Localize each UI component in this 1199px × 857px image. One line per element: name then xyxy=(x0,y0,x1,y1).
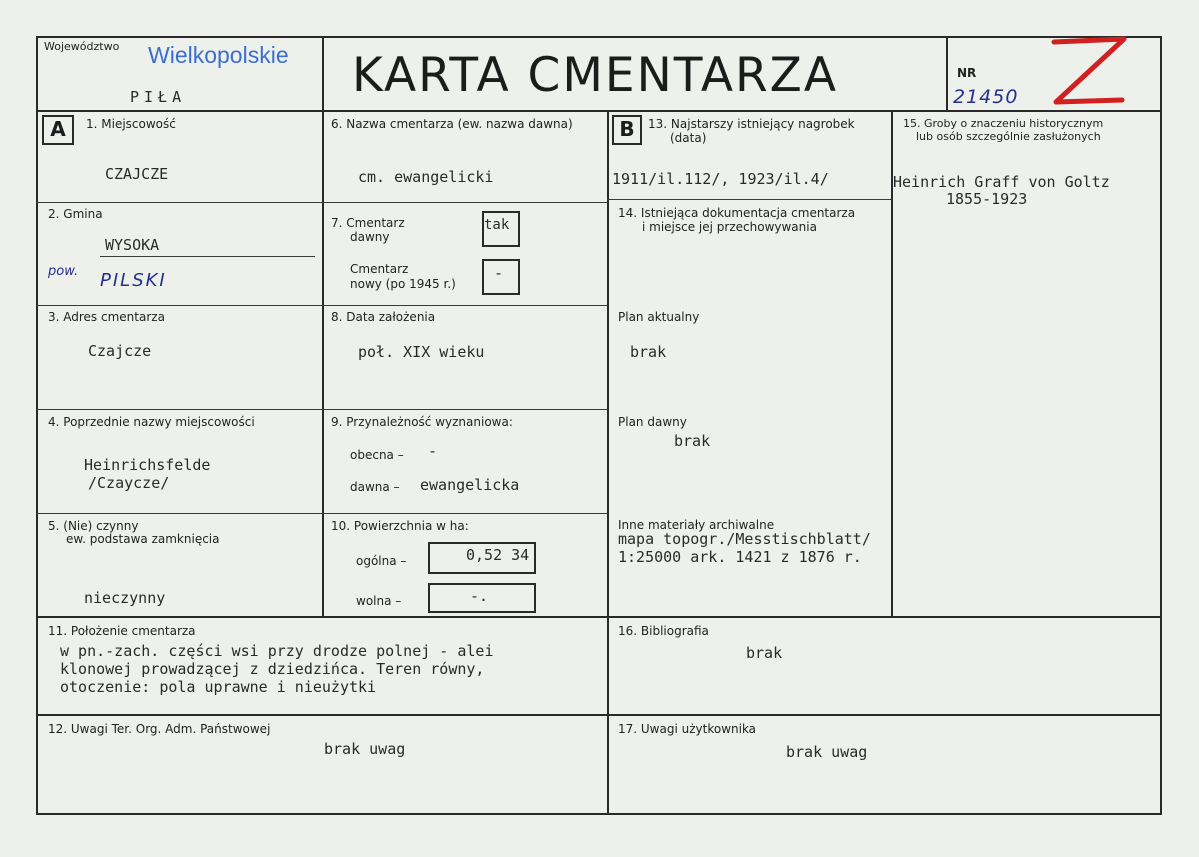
field-4-value-1: Heinrichsfelde xyxy=(84,456,211,474)
field-5-value: nieczynny xyxy=(84,589,166,607)
field-9-former-label: dawna – xyxy=(350,480,400,494)
frame-left xyxy=(36,36,38,814)
field-5-label-2: ew. podstawa zamknięcia xyxy=(66,532,220,546)
divider-header-bottom xyxy=(36,110,1162,112)
section-b-badge: B xyxy=(612,115,642,145)
field-4-value-2: /Czaycze/ xyxy=(88,474,170,492)
frame-bottom xyxy=(36,813,1162,815)
field-7-new-label-1: Cmentarz xyxy=(350,262,409,276)
field-9-former-value: ewangelicka xyxy=(420,476,520,494)
field-16-label: 16. Bibliografia xyxy=(618,624,709,638)
field-6-label: 6. Nazwa cmentarza (ew. nazwa dawna) xyxy=(331,117,573,131)
row-line-2 xyxy=(36,305,322,306)
field-9-current-label: obecna – xyxy=(350,448,404,462)
field-15-value-1: Heinrich Graff von Goltz xyxy=(893,173,1110,191)
plan-current-value: brak xyxy=(630,343,667,361)
cemetery-new-value: - xyxy=(494,264,504,282)
row-line-1 xyxy=(36,202,322,203)
field-15-label-2: lub osób szczególnie zasłużonych xyxy=(916,130,1101,143)
field-1-label: 1. Miejscowość xyxy=(86,117,176,131)
field-5-label-1: 5. (Nie) czynny xyxy=(48,519,139,533)
field-3-value: Czajcze xyxy=(88,342,152,360)
field-11-line-2: klonowej prowadzącej z dziedzińca. Teren równy, xyxy=(60,660,485,678)
field-2-value: WYSOKA xyxy=(105,236,160,254)
field-7-label-2: dawny xyxy=(350,230,390,244)
divider-header-nr xyxy=(946,36,948,111)
cemetery-old-value: tak xyxy=(484,217,510,233)
row-line-bottom2 xyxy=(36,714,1162,716)
row-line-r1 xyxy=(607,199,891,200)
row-line-m3 xyxy=(322,409,607,410)
field-6-value: cm. ewangelicki xyxy=(358,168,494,186)
field-16-value: brak xyxy=(746,644,783,662)
row-line-m1 xyxy=(322,202,607,203)
field-12-label: 12. Uwagi Ter. Org. Adm. Państwowej xyxy=(48,722,271,736)
field-11-line-1: w pn.-zach. części wsi przy drodze polnej - alei xyxy=(60,642,494,660)
row-line-bottom1 xyxy=(36,616,1162,618)
field-9-label: 9. Przynależność wyznaniowa: xyxy=(331,415,513,429)
field-10-total-value: 0,52 34 xyxy=(466,546,530,564)
wojewodztwo-stamp: Wielkopolskie xyxy=(148,42,289,68)
archival-line-1: mapa topogr./Messtischblatt/ xyxy=(618,530,871,548)
field-8-label: 8. Data założenia xyxy=(331,310,436,324)
row-line-m2 xyxy=(322,305,607,306)
field-1-value: CZAJCZE xyxy=(105,165,169,183)
field-3-label: 3. Adres cmentarza xyxy=(48,310,165,324)
field-14-label-1: 14. Istniejąca dokumentacja cmentarza xyxy=(618,206,856,220)
field-2-pow-label: pow. xyxy=(48,264,79,279)
field-15-value-2: 1855-1923 xyxy=(946,190,1028,208)
gmina-underline xyxy=(100,256,315,257)
frame-top xyxy=(36,36,1162,38)
row-line-3 xyxy=(36,409,322,410)
archival-line-2: 1:25000 ark. 1421 z 1876 r. xyxy=(618,548,862,566)
divider-col2 xyxy=(607,110,609,814)
field-11-label: 11. Położenie cmentarza xyxy=(48,624,196,638)
frame-right xyxy=(1160,36,1162,814)
plan-former-label: Plan dawny xyxy=(618,415,687,429)
plan-current-label: Plan aktualny xyxy=(618,310,700,324)
category-mark xyxy=(1048,36,1128,108)
row-line-m4 xyxy=(322,513,607,514)
divider-col1 xyxy=(322,36,324,616)
field-7-label-1: 7. Cmentarz xyxy=(331,216,405,230)
field-13-label-2: (data) xyxy=(670,131,707,145)
field-10-total-label: ogólna – xyxy=(356,554,407,568)
nr-label: NR xyxy=(957,66,977,80)
archival-label: Inne materiały archiwalne xyxy=(618,518,775,532)
field-12-value: brak uwag xyxy=(324,740,406,758)
field-2-label: 2. Gmina xyxy=(48,207,103,221)
field-10-label: 10. Powierzchnia w ha: xyxy=(331,519,469,533)
field-7-new-label-2: nowy (po 1945 r.) xyxy=(350,277,456,291)
field-17-value: brak uwag xyxy=(786,743,868,761)
field-14-label-2: i miejsce jej przechowywania xyxy=(642,220,817,234)
field-2-pow-value: PILSKI xyxy=(100,270,167,291)
field-13-value: 1911/il.112/, 1923/il.4/ xyxy=(612,170,829,188)
city-name: PIŁA xyxy=(130,88,187,106)
row-line-4 xyxy=(36,513,322,514)
field-17-label: 17. Uwagi użytkownika xyxy=(618,722,757,736)
field-4-label: 4. Poprzednie nazwy miejscowości xyxy=(48,415,255,429)
field-13-label-1: 13. Najstarszy istniejący nagrobek xyxy=(648,117,855,131)
section-a-badge: A xyxy=(42,115,74,145)
card-title: KARTA CMENTARZA xyxy=(352,48,838,103)
plan-former-value: brak xyxy=(674,432,711,450)
field-10-free-value: -. xyxy=(470,587,489,605)
nr-value: 21450 xyxy=(953,86,1019,108)
field-9-current-value: - xyxy=(428,442,438,460)
wojewodztwo-label: Województwo xyxy=(44,40,120,53)
field-11-line-3: otoczenie: pola uprawne i nieużytki xyxy=(60,678,377,696)
field-15-label-1: 15. Groby o znaczeniu historycznym xyxy=(903,117,1104,130)
field-8-value: poł. XIX wieku xyxy=(358,343,485,361)
red-z-mark-icon xyxy=(1048,36,1128,108)
field-10-free-label: wolna – xyxy=(356,594,402,608)
